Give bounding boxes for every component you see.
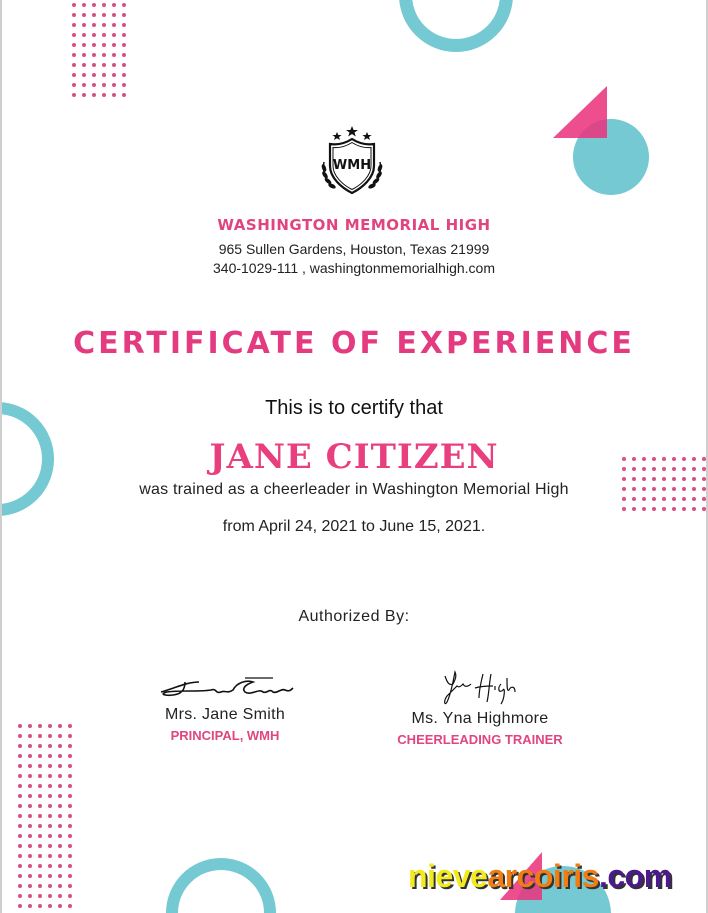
dot [82, 83, 86, 87]
dot [68, 734, 72, 738]
dot [28, 894, 32, 898]
dot [122, 83, 126, 87]
dot [112, 43, 116, 47]
dot [112, 3, 116, 7]
dot [18, 824, 22, 828]
dot [28, 744, 32, 748]
dot [48, 754, 52, 758]
dot [18, 904, 22, 908]
dot [112, 73, 116, 77]
dot [48, 844, 52, 848]
dot [58, 774, 62, 778]
dot [122, 43, 126, 47]
dot [18, 784, 22, 788]
school-name: WASHINGTON MEMORIAL HIGH [217, 216, 491, 234]
dot [92, 83, 96, 87]
dot [18, 744, 22, 748]
dot [102, 73, 106, 77]
dot [652, 507, 656, 511]
dot [38, 744, 42, 748]
watermark-text: nievearcoiris.com [408, 858, 672, 894]
dot [68, 894, 72, 898]
dot [58, 804, 62, 808]
school-crest-logo [316, 122, 388, 196]
dot [18, 734, 22, 738]
dot [48, 874, 52, 878]
dot [102, 23, 106, 27]
dot [58, 904, 62, 908]
signature-yna-high [435, 668, 525, 708]
dot [38, 724, 42, 728]
dot [48, 744, 52, 748]
dot [18, 894, 22, 898]
dot [28, 904, 32, 908]
dot [18, 864, 22, 868]
dot [102, 83, 106, 87]
dot [28, 864, 32, 868]
dot [68, 724, 72, 728]
signatory-name: Ms. Yna Highmore [411, 710, 549, 727]
dot [682, 507, 686, 511]
dot [68, 774, 72, 778]
dot [68, 864, 72, 868]
dot [28, 884, 32, 888]
school-contact: 340-1029-111 , washingtonmemorialhigh.com [213, 260, 495, 276]
certificate-dates: from April 24, 2021 to June 15, 2021. [222, 518, 486, 535]
dot [72, 53, 76, 57]
dot [48, 774, 52, 778]
signatory-principal [130, 668, 320, 743]
dot [122, 73, 126, 77]
dot [82, 13, 86, 17]
dot [18, 854, 22, 858]
ring-bottom [166, 858, 276, 913]
dot [82, 43, 86, 47]
dot [48, 734, 52, 738]
dot [28, 734, 32, 738]
dot [82, 93, 86, 97]
dot [72, 3, 76, 7]
dot [68, 784, 72, 788]
svg-text:WMH: WMH [332, 158, 372, 173]
dot [38, 904, 42, 908]
dot [92, 13, 96, 17]
dot [642, 507, 646, 511]
dot [48, 794, 52, 798]
dot [18, 884, 22, 888]
dot [68, 804, 72, 808]
dot [28, 774, 32, 778]
signatory-trainer [380, 668, 580, 747]
dot [122, 53, 126, 57]
dot [58, 784, 62, 788]
dot [58, 854, 62, 858]
dot [102, 93, 106, 97]
dot [18, 874, 22, 878]
dot [68, 824, 72, 828]
dot [28, 814, 32, 818]
dot [72, 33, 76, 37]
dot [112, 63, 116, 67]
dot [28, 794, 32, 798]
dot [58, 794, 62, 798]
dot [28, 854, 32, 858]
dot [58, 824, 62, 828]
dot [68, 834, 72, 838]
dot [68, 844, 72, 848]
dot-pattern-top-left [72, 3, 132, 103]
dot [92, 93, 96, 97]
triangle-top-right [553, 86, 609, 140]
dot [72, 63, 76, 67]
dot [28, 724, 32, 728]
dot [122, 3, 126, 7]
dot [48, 814, 52, 818]
dot [48, 854, 52, 858]
dot [18, 754, 22, 758]
dot [48, 864, 52, 868]
dot [18, 764, 22, 768]
dot [72, 93, 76, 97]
dot [58, 724, 62, 728]
dot [38, 824, 42, 828]
dot [58, 844, 62, 848]
dot [38, 864, 42, 868]
dot [68, 814, 72, 818]
dot [38, 814, 42, 818]
dot [18, 834, 22, 838]
dot [28, 874, 32, 878]
dot [122, 23, 126, 27]
dot [92, 63, 96, 67]
dot [112, 23, 116, 27]
dot [58, 744, 62, 748]
dot [48, 784, 52, 788]
dot [18, 724, 22, 728]
dot [122, 13, 126, 17]
dot [122, 33, 126, 37]
dot [38, 834, 42, 838]
dot [68, 744, 72, 748]
dot [58, 764, 62, 768]
dot [38, 884, 42, 888]
dot [92, 73, 96, 77]
dot [28, 834, 32, 838]
dot [38, 764, 42, 768]
dot [48, 724, 52, 728]
dot [38, 734, 42, 738]
dot [72, 23, 76, 27]
ring-top [399, 0, 513, 52]
dot [82, 33, 86, 37]
dot [72, 43, 76, 47]
dot [58, 884, 62, 888]
dot [38, 854, 42, 858]
signatory-title: PRINCIPAL, WMH [170, 728, 280, 743]
dot [58, 864, 62, 868]
dot [102, 43, 106, 47]
dot [28, 824, 32, 828]
dot [102, 53, 106, 57]
dot [68, 884, 72, 888]
dot [68, 904, 72, 908]
dot [58, 734, 62, 738]
dot [58, 894, 62, 898]
dot [18, 814, 22, 818]
dot [38, 874, 42, 878]
dot [92, 3, 96, 7]
dot [92, 33, 96, 37]
dot [18, 804, 22, 808]
dot [82, 53, 86, 57]
dot [48, 894, 52, 898]
signature-jane-smith [155, 668, 295, 704]
dot [58, 874, 62, 878]
dot [82, 23, 86, 27]
dot [68, 874, 72, 878]
dot [28, 784, 32, 788]
dot [112, 53, 116, 57]
dot [632, 507, 636, 511]
dot [18, 844, 22, 848]
certificate-title: CERTIFICATE OF EXPERIENCE [73, 326, 635, 361]
dot [48, 884, 52, 888]
dot [102, 33, 106, 37]
certificate-description: was trained as a cheerleader in Washington Memorial High [139, 481, 569, 498]
dot [662, 507, 666, 511]
dot [38, 784, 42, 788]
authorized-by-label: Authorized By: [298, 608, 410, 625]
dot [28, 844, 32, 848]
dot [122, 93, 126, 97]
dot [82, 73, 86, 77]
dot [28, 754, 32, 758]
dot [102, 3, 106, 7]
signatory-title: CHEERLEADING TRAINER [397, 732, 563, 747]
dot [122, 63, 126, 67]
dot [48, 824, 52, 828]
dot [48, 804, 52, 808]
dot [38, 804, 42, 808]
dot [112, 13, 116, 17]
dot [48, 764, 52, 768]
dot [112, 33, 116, 37]
dot [112, 93, 116, 97]
dot [48, 834, 52, 838]
dot [58, 754, 62, 758]
dot [18, 774, 22, 778]
dot [82, 63, 86, 67]
dot [38, 774, 42, 778]
dot [92, 23, 96, 27]
dot [92, 43, 96, 47]
dot [58, 814, 62, 818]
dot [28, 804, 32, 808]
dot [68, 764, 72, 768]
dot [102, 13, 106, 17]
dot [38, 844, 42, 848]
dot [38, 794, 42, 798]
dot [672, 507, 676, 511]
dot [28, 764, 32, 768]
dot [72, 83, 76, 87]
dot [82, 3, 86, 7]
page-edge-left [0, 0, 2, 913]
dot [92, 53, 96, 57]
dot [68, 754, 72, 758]
dot [48, 904, 52, 908]
dot [112, 83, 116, 87]
dot [622, 507, 626, 511]
dot [692, 507, 696, 511]
school-address: 965 Sullen Gardens, Houston, Texas 21999 [218, 241, 490, 257]
dot [72, 73, 76, 77]
dot [38, 754, 42, 758]
dot [68, 794, 72, 798]
dot [18, 794, 22, 798]
recipient-name: JANE CITIZEN [209, 437, 499, 477]
dot [102, 63, 106, 67]
dot [72, 13, 76, 17]
signatory-name: Mrs. Jane Smith [164, 706, 286, 723]
dot [58, 834, 62, 838]
dot [68, 854, 72, 858]
dot [38, 894, 42, 898]
dot-pattern-bottom-left [18, 724, 78, 913]
certify-intro: This is to certify that [265, 397, 443, 419]
